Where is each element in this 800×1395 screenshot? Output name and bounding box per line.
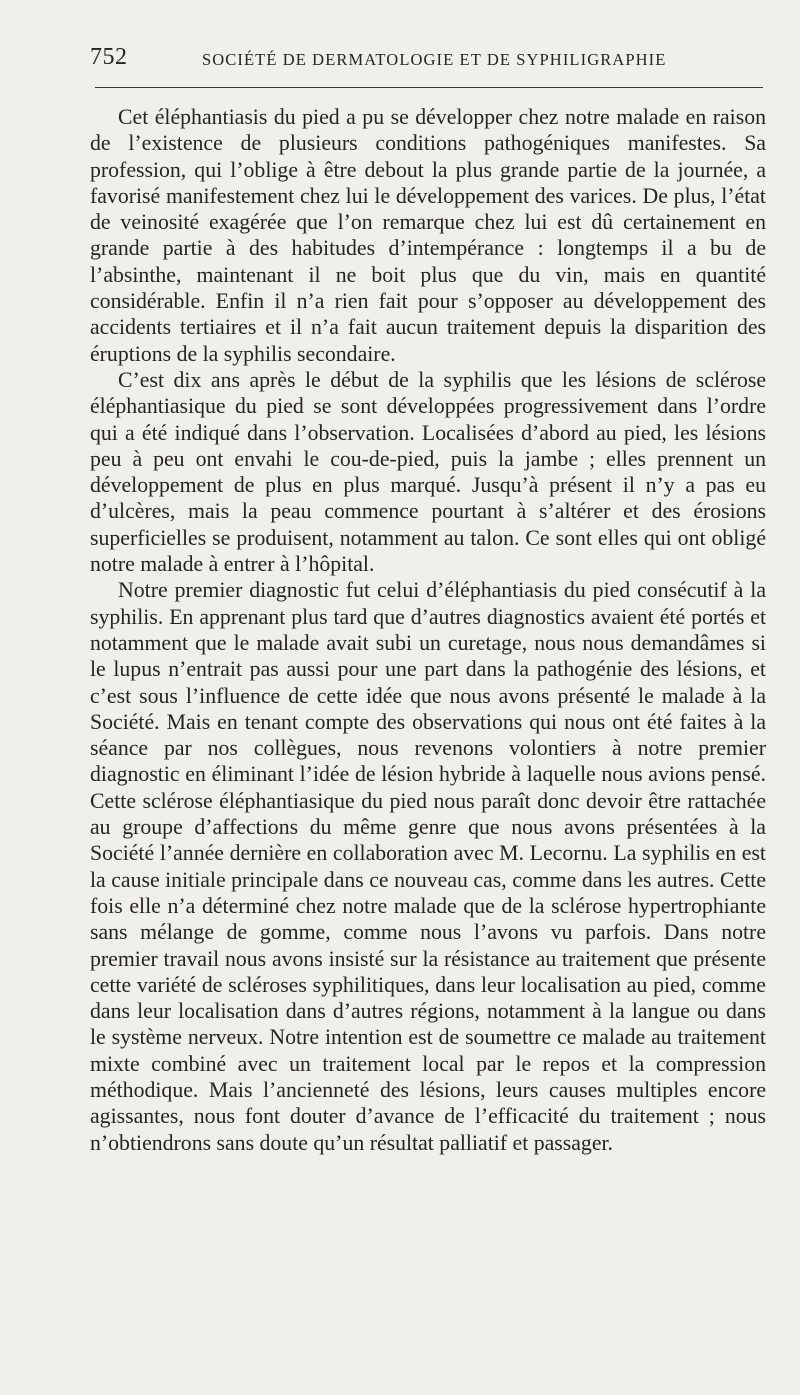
page-header — [90, 44, 766, 80]
running-title: SOCIÉTÉ DE DERMATOLOGIE ET DE SYPHILIGRAPHIE — [202, 50, 667, 69]
paragraph: Cet éléphantiasis du pied a pu se développer chez notre malade en raison de l’existence de plusieurs conditions pathogéniques manifestes. Sa profession, qui l’oblige à être debout la plus grande partie de la journée, a favorisé manifestement chez lui le développement des varices. De plus, l’état de veinosité exagérée que l’on remarque chez lui est dû certainement en grande partie à des habitudes d’intempérance : longtemps il a bu de l’absinthe, maintenant il ne boit plus que du vin, mais en quantité considérable. Enfin il n’a rien fait pour s’opposer au développement des accidents tertiaires et il n’a fait aucun traitement depuis la disparition des éruptions de la syphilis secondaire. — [90, 105, 766, 366]
paragraph: Notre premier diagnostic fut celui d’éléphantiasis du pied consécutif à la syphilis. En apprenant plus tard que d’autres diagnostics avaient été portés et notamment que le malade avait subi un curetage, nous nous demandâmes si le lupus n’entrait pas aussi pour une part dans la pathogénie des lésions, et c’est sous l’influence de cette idée que nous avons présenté le malade à la Société. Mais en tenant compte des observations qui nous ont été faites à la séance par nos collègues, nous revenons volontiers à notre premier diagnostic en éliminant l’idée de lésion hybride à laquelle nous avions pensé. Cette sclérose éléphantiasique du pied nous paraît donc devoir être rattachée au groupe d’affections du même genre que nous avons présentées à la Société l’année dernière en collaboration avec M. Lecornu. La syphilis en est la cause initiale principale dans ce nouveau cas, comme dans les autres. Cette fois elle n’a déterminé chez notre malade que de la sclérose hypertrophiante sans mélange de gomme, comme nous l’avons vu parfois. Dans notre premier travail nous avons insisté sur la résistance au traitement que présente cette variété de scléroses syphilitiques, dans leur localisation au pied, comme dans leur localisation dans d’autres régions, notamment à la langue ou dans le système nerveux. Notre intention est de soumettre ce malade au traitement mixte combiné avec un traitement local par le repos et la compression méthodique. Mais l’ancienneté des lésions, leurs causes multiples encore agissantes, nous font douter d’avance de l’efficacité du traitement ; nous n’obtiendrons sans doute qu’un résultat palliatif et passager. — [90, 578, 766, 1155]
body-text — [90, 104, 766, 1156]
page-number: 752 — [90, 44, 128, 70]
header-rule — [95, 87, 763, 88]
paragraph: C’est dix ans après le début de la syphilis que les lésions de sclérose éléphantiasique du pied se sont développées progressivement dans l’ordre qui a été indiqué dans l’observation. Localisées d’abord au pied, les lésions peu à peu ont envahi le cou-de-pied, puis la jambe ; elles prennent un développement de plus en plus marqué. Jusqu’à présent il n’y a pas eu d’ulcères, mais la peau commence pourtant à s’altérer et des érosions superficielles se produisent, notamment au talon. Ce sont elles qui ont obligé notre malade à entrer à l’hôpital. — [90, 367, 766, 577]
